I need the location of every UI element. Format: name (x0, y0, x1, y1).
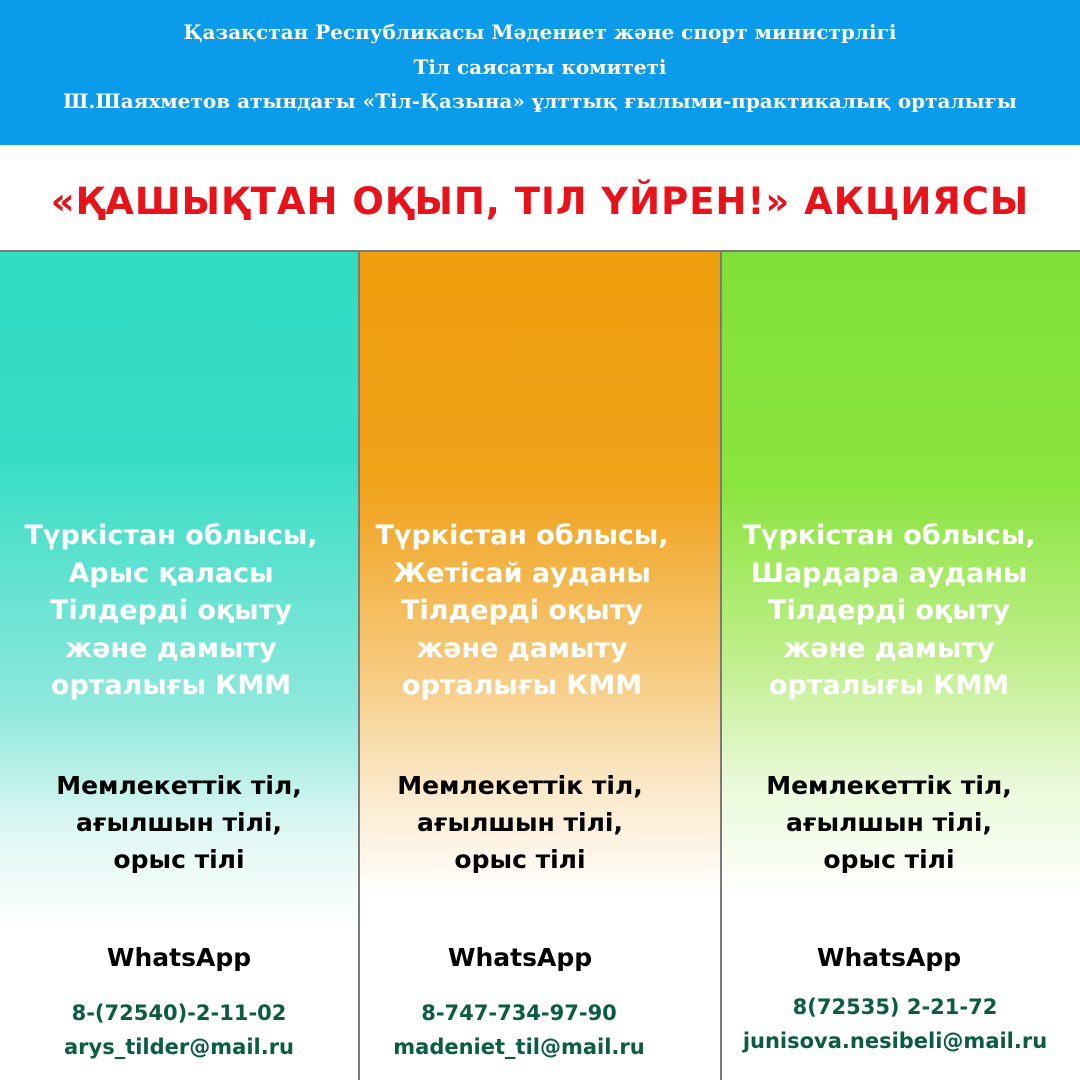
language-item: орыс тілі (454, 845, 586, 874)
column-divider (720, 252, 722, 1080)
org-line: және дамыту (783, 632, 995, 664)
email-link[interactable]: junisova.nesibeli@mail.ru (742, 1029, 1048, 1053)
organization-name (0, 517, 350, 705)
languages-list (340, 767, 700, 878)
language-item: ағылшын тілі, (76, 808, 282, 837)
org-line: және дамыту (65, 632, 277, 664)
center-name: Ш.Шаяхметов атындағы «Тіл-Қазына» ұлттық ғылыми-практикалық орталығы (63, 89, 1017, 113)
language-item: Мемлекеттік тіл, (397, 771, 643, 800)
center-card-arys (0, 252, 358, 1080)
email-link[interactable]: arys_tilder@mail.ru (63, 1035, 294, 1059)
center-card-zhetisay (360, 252, 720, 1080)
org-line: Тілдерді оқыту (50, 595, 292, 626)
org-line: Түркістан облысы, (742, 520, 1036, 551)
header-banner (0, 0, 1080, 145)
language-item: ағылшын тілі, (786, 808, 992, 837)
org-line: Түркістан облысы, (24, 520, 318, 551)
email-link[interactable]: madeniet_til@mail.ru (393, 1035, 645, 1059)
committee-name: Тіл саясаты комитеті (413, 55, 667, 79)
whatsapp-label: WhatsApp (106, 943, 252, 972)
contact-info (339, 996, 699, 1064)
org-line: Түркістан облысы, (375, 520, 669, 551)
language-item: Мемлекеттік тіл, (766, 771, 1012, 800)
contact-info (716, 990, 1074, 1058)
org-line: орталығы КММ (768, 670, 1010, 701)
phone-number[interactable]: 8-(72540)-2-11-02 (71, 1001, 287, 1025)
ministry-name: Қазақстан Республикасы Мәдениет және спорт министрлігі (183, 20, 897, 44)
center-card-shardara (722, 252, 1080, 1080)
language-item: орыс тілі (113, 845, 245, 874)
phone-number[interactable]: 8-747-734-97-90 (421, 1001, 617, 1025)
language-item: Мемлекеттік тіл, (56, 771, 302, 800)
org-line: Шардара ауданы (750, 557, 1028, 589)
language-item: орыс тілі (823, 845, 955, 874)
languages-list (710, 767, 1068, 878)
org-line: Жетісай ауданы (393, 557, 651, 589)
organization-name (710, 517, 1068, 705)
org-line: орталығы КММ (401, 670, 643, 701)
whatsapp-label: WhatsApp (447, 943, 593, 972)
campaign-title: «ҚАШЫҚТАН ОҚЫП, ТІЛ ҮЙРЕН!» АКЦИЯСЫ (50, 180, 1030, 223)
phone-number[interactable]: 8(72535) 2-21-72 (792, 995, 998, 1019)
languages-list (0, 767, 358, 878)
org-line: орталығы КММ (50, 670, 292, 701)
org-line: Тілдерді оқыту (768, 595, 1010, 626)
column-divider (358, 252, 360, 1080)
org-line: Тілдерді оқыту (401, 595, 643, 626)
org-line: Арыс қаласы (68, 557, 274, 589)
organization-name (342, 517, 702, 705)
language-item: ағылшын тілі, (417, 808, 623, 837)
whatsapp-label: WhatsApp (816, 943, 962, 972)
contact-info (0, 996, 358, 1064)
org-line: және дамыту (416, 632, 628, 664)
